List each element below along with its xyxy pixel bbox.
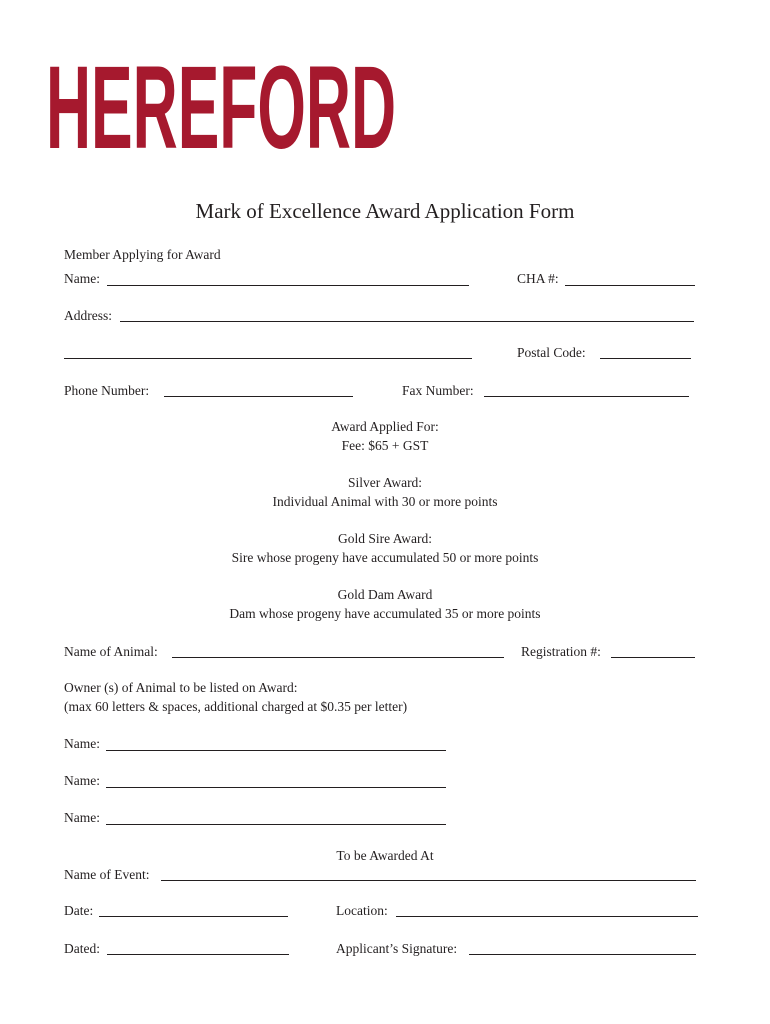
- event-name-label: Name of Event:: [64, 867, 150, 882]
- gold-sire-title: Gold Sire Award:: [338, 531, 432, 546]
- form-title: Mark of Excellence Award Application Form: [195, 199, 575, 223]
- cha-label: CHA #:: [517, 271, 559, 286]
- date-field[interactable]: [99, 916, 288, 917]
- date-label: Date:: [64, 903, 94, 918]
- owners-note: (max 60 letters & spaces, additional charged at $0.35 per letter): [64, 699, 408, 714]
- signature-label: Applicant’s Signature:: [336, 941, 458, 956]
- name-label: Name:: [64, 271, 100, 286]
- phone-field[interactable]: [164, 396, 353, 397]
- location-label: Location:: [336, 903, 388, 918]
- fax-label: Fax Number:: [402, 383, 474, 398]
- event-name-field[interactable]: [161, 880, 696, 881]
- awarded-at-heading: To be Awarded At: [336, 848, 434, 863]
- silver-award-title: Silver Award:: [347, 475, 423, 490]
- owner-name-label-3: Name:: [64, 810, 100, 825]
- owner-name-field-3[interactable]: [106, 824, 446, 825]
- silver-award-desc: Individual Animal with 30 or more points: [272, 494, 498, 509]
- animal-name-field[interactable]: [172, 657, 504, 658]
- owner-name-label-1: Name:: [64, 736, 100, 751]
- owner-name-label-2: Name:: [64, 773, 100, 788]
- gold-dam-desc: Dam whose progeny have accumulated 35 or more points: [229, 606, 541, 621]
- address-label: Address:: [64, 308, 112, 323]
- member-heading: Member Applying for Award: [64, 247, 221, 262]
- owner-name-field-1[interactable]: [106, 750, 446, 751]
- postal-code-label: Postal Code:: [517, 345, 586, 360]
- owner-name-field-2[interactable]: [106, 787, 446, 788]
- registration-field[interactable]: [611, 657, 695, 658]
- address-field-line-1[interactable]: [120, 321, 694, 322]
- award-fee: Fee: $65 + GST: [341, 438, 429, 453]
- postal-code-field[interactable]: [600, 358, 691, 359]
- logo-text: HEREFORD: [46, 42, 396, 174]
- dated-label: Dated:: [64, 941, 100, 956]
- gold-dam-title: Gold Dam Award: [337, 587, 433, 602]
- owners-heading: Owner (s) of Animal to be listed on Award:: [64, 680, 298, 695]
- name-field[interactable]: [107, 285, 469, 286]
- dated-field[interactable]: [107, 954, 289, 955]
- award-applied-for: Award Applied For:: [331, 419, 439, 434]
- gold-sire-desc: Sire whose progeny have accumulated 50 or more points: [231, 550, 539, 565]
- location-field[interactable]: [396, 916, 698, 917]
- cha-field[interactable]: [565, 285, 695, 286]
- fax-field[interactable]: [484, 396, 689, 397]
- animal-name-label: Name of Animal:: [64, 644, 158, 659]
- phone-label: Phone Number:: [64, 383, 150, 398]
- hereford-logo: [46, 42, 396, 174]
- signature-field[interactable]: [469, 954, 696, 955]
- address-field-line-2[interactable]: [64, 358, 472, 359]
- registration-label: Registration #:: [521, 644, 601, 659]
